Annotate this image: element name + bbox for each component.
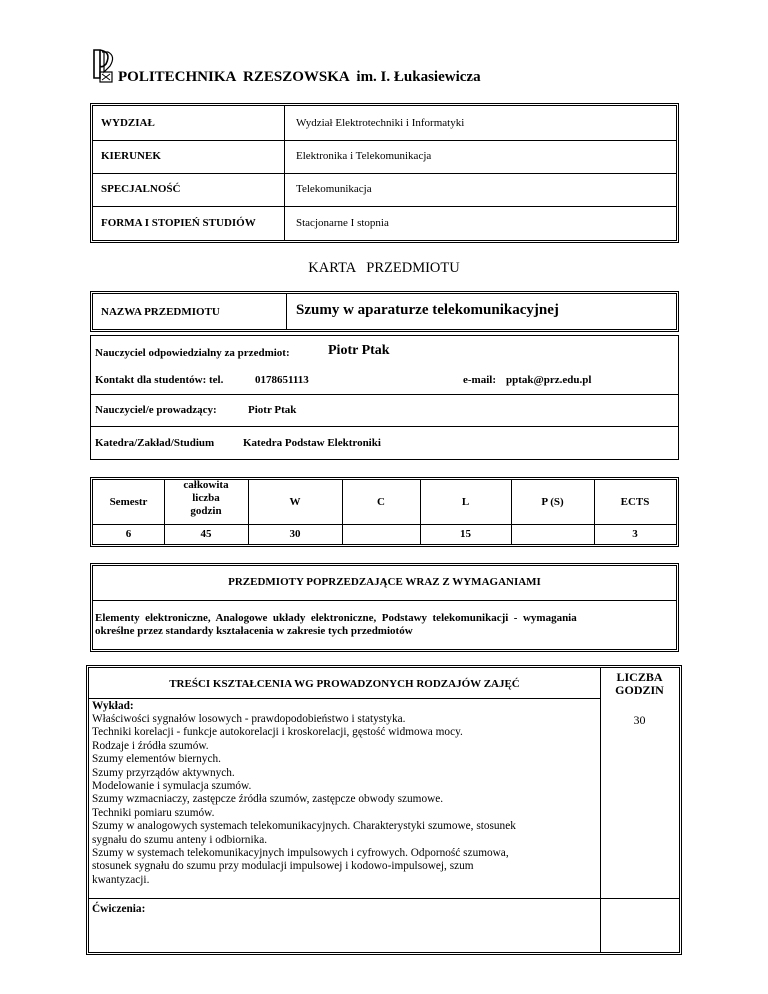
contact-email: pptak@prz.edu.pl xyxy=(506,374,592,386)
lecture-topic: Techniki pomiaru szumów. xyxy=(92,806,215,819)
instructors-value: Piotr Ptak xyxy=(248,404,297,416)
teacher-name: Piotr Ptak xyxy=(328,343,390,358)
lecture-topic: Rodzaje i źródła szumów. xyxy=(92,739,209,752)
department-value: Katedra Podstaw Elektroniki xyxy=(243,437,381,449)
lecture-topic: Szumy w analogowych systemach telekomunikacyjnych. Charakterystyki szumowe, stosunek xyxy=(92,820,516,833)
lecture-topic: Szumy przyrządów aktywnych. xyxy=(92,766,235,779)
info-value-faculty: Wydział Elektrotechniki i Informatyki xyxy=(296,117,465,129)
content-hours-header-2: GODZIN xyxy=(615,683,664,697)
lecture-hours: 30 xyxy=(633,713,646,727)
content-title: TREŚCI KSZTAŁCENIA WG PROWADZONYCH RODZAJÓW ZAJĘĆ xyxy=(169,678,520,690)
subject-name: Szumy w aparaturze telekomunikacyjnej xyxy=(296,302,559,318)
info-label-specialty: SPECJALNOŚĆ xyxy=(101,183,181,195)
department-label: Katedra/Zakład/Studium xyxy=(95,437,215,449)
info-label-study-form: FORMA I STOPIEŃ STUDIÓW xyxy=(101,217,256,229)
lecture-topic: Szumy wzmacniaczy, zastępcze źródła szumów, zastępcze obwody szumowe. xyxy=(92,793,444,806)
hours-header-p: P (S) xyxy=(541,496,564,508)
info-label-faculty: WYDZIAŁ xyxy=(101,117,155,129)
lecture-topic: Techniki korelacji - funkcje autokorelacji i kroskorelacji, gęstość widmowa mocy. xyxy=(92,726,463,739)
info-label-field: KIERUNEK xyxy=(101,150,161,162)
hours-header-ects: ECTS xyxy=(620,496,650,508)
contact-email-label: e-mail: xyxy=(463,374,496,386)
hours-value-ects: 3 xyxy=(632,528,638,540)
card-title: KARTA PRZEDMIOTU xyxy=(308,260,460,276)
hours-value-total: 45 xyxy=(200,528,212,540)
lecture-topic: Szumy w systemach telekomunikacyjnych impulsowych i cyfrowych. Odporność szumowa, xyxy=(92,847,509,860)
prerequisites-title: PRZEDMIOTY POPRZEDZAJĄCE WRAZ Z WYMAGANIAMI xyxy=(228,576,541,588)
university-logo xyxy=(92,48,116,84)
instructors-label: Nauczyciel/e prowadzący: xyxy=(95,404,217,416)
content-hours-header-1: LICZBA xyxy=(616,670,663,684)
contact-tel: 0178651113 xyxy=(255,374,309,386)
info-value-study-form: Stacjonarne I stopnia xyxy=(296,217,389,229)
hours-header-semester: Semestr xyxy=(109,496,148,508)
info-value-specialty: Telekomunikacja xyxy=(296,183,372,195)
hours-header-w: W xyxy=(289,496,301,508)
teacher-label: Nauczyciel odpowiedzialny za przedmiot: xyxy=(95,347,290,359)
lecture-label: Wykład: xyxy=(92,700,134,712)
hours-value-w: 30 xyxy=(289,528,301,540)
lecture-topic: Szumy elementów biernych. xyxy=(92,753,221,766)
hours-value-l: 15 xyxy=(460,528,471,540)
hours-header-total: całkowita liczba godzin xyxy=(183,479,229,517)
info-value-field: Elektronika i Telekomunikacja xyxy=(296,150,432,162)
lecture-topic: kwantyzacji. xyxy=(92,873,150,886)
lecture-topic: Modelowanie i symulacja szumów. xyxy=(92,780,252,793)
university-name: POLITECHNIKA RZESZOWSKA im. I. Łukasiewicza xyxy=(118,69,481,85)
lecture-topic: Właściwości sygnałów losowych - prawdopodobieństwo i statystyka. xyxy=(92,713,406,725)
exercises-label: Ćwiczenia: xyxy=(92,903,146,915)
hours-value-semester: 6 xyxy=(125,528,132,540)
prerequisites-line-2: okreśłne przez standardy kształacenia w zakresie tych przedmiotów xyxy=(95,625,413,637)
hours-header-c: C xyxy=(377,496,385,508)
lecture-topic: sygnału do szumu anteny i odbiornika. xyxy=(92,833,268,846)
contact-tel-label: Kontakt dla studentów: tel. xyxy=(95,374,224,386)
hours-header-l: L xyxy=(461,496,470,508)
lecture-topics xyxy=(92,713,516,887)
prerequisites-line-1: Elementy elektroniczne, Analogowe układy elektroniczne, Podstawy telekomunikacji - wymagania xyxy=(95,612,577,624)
subject-label: NAZWA PRZEDMIOTU xyxy=(101,306,220,318)
lecture-topic: stosunek sygnału do szumu przy modulacji impulsowej i kodowo-impulsowej, szum xyxy=(92,860,474,873)
